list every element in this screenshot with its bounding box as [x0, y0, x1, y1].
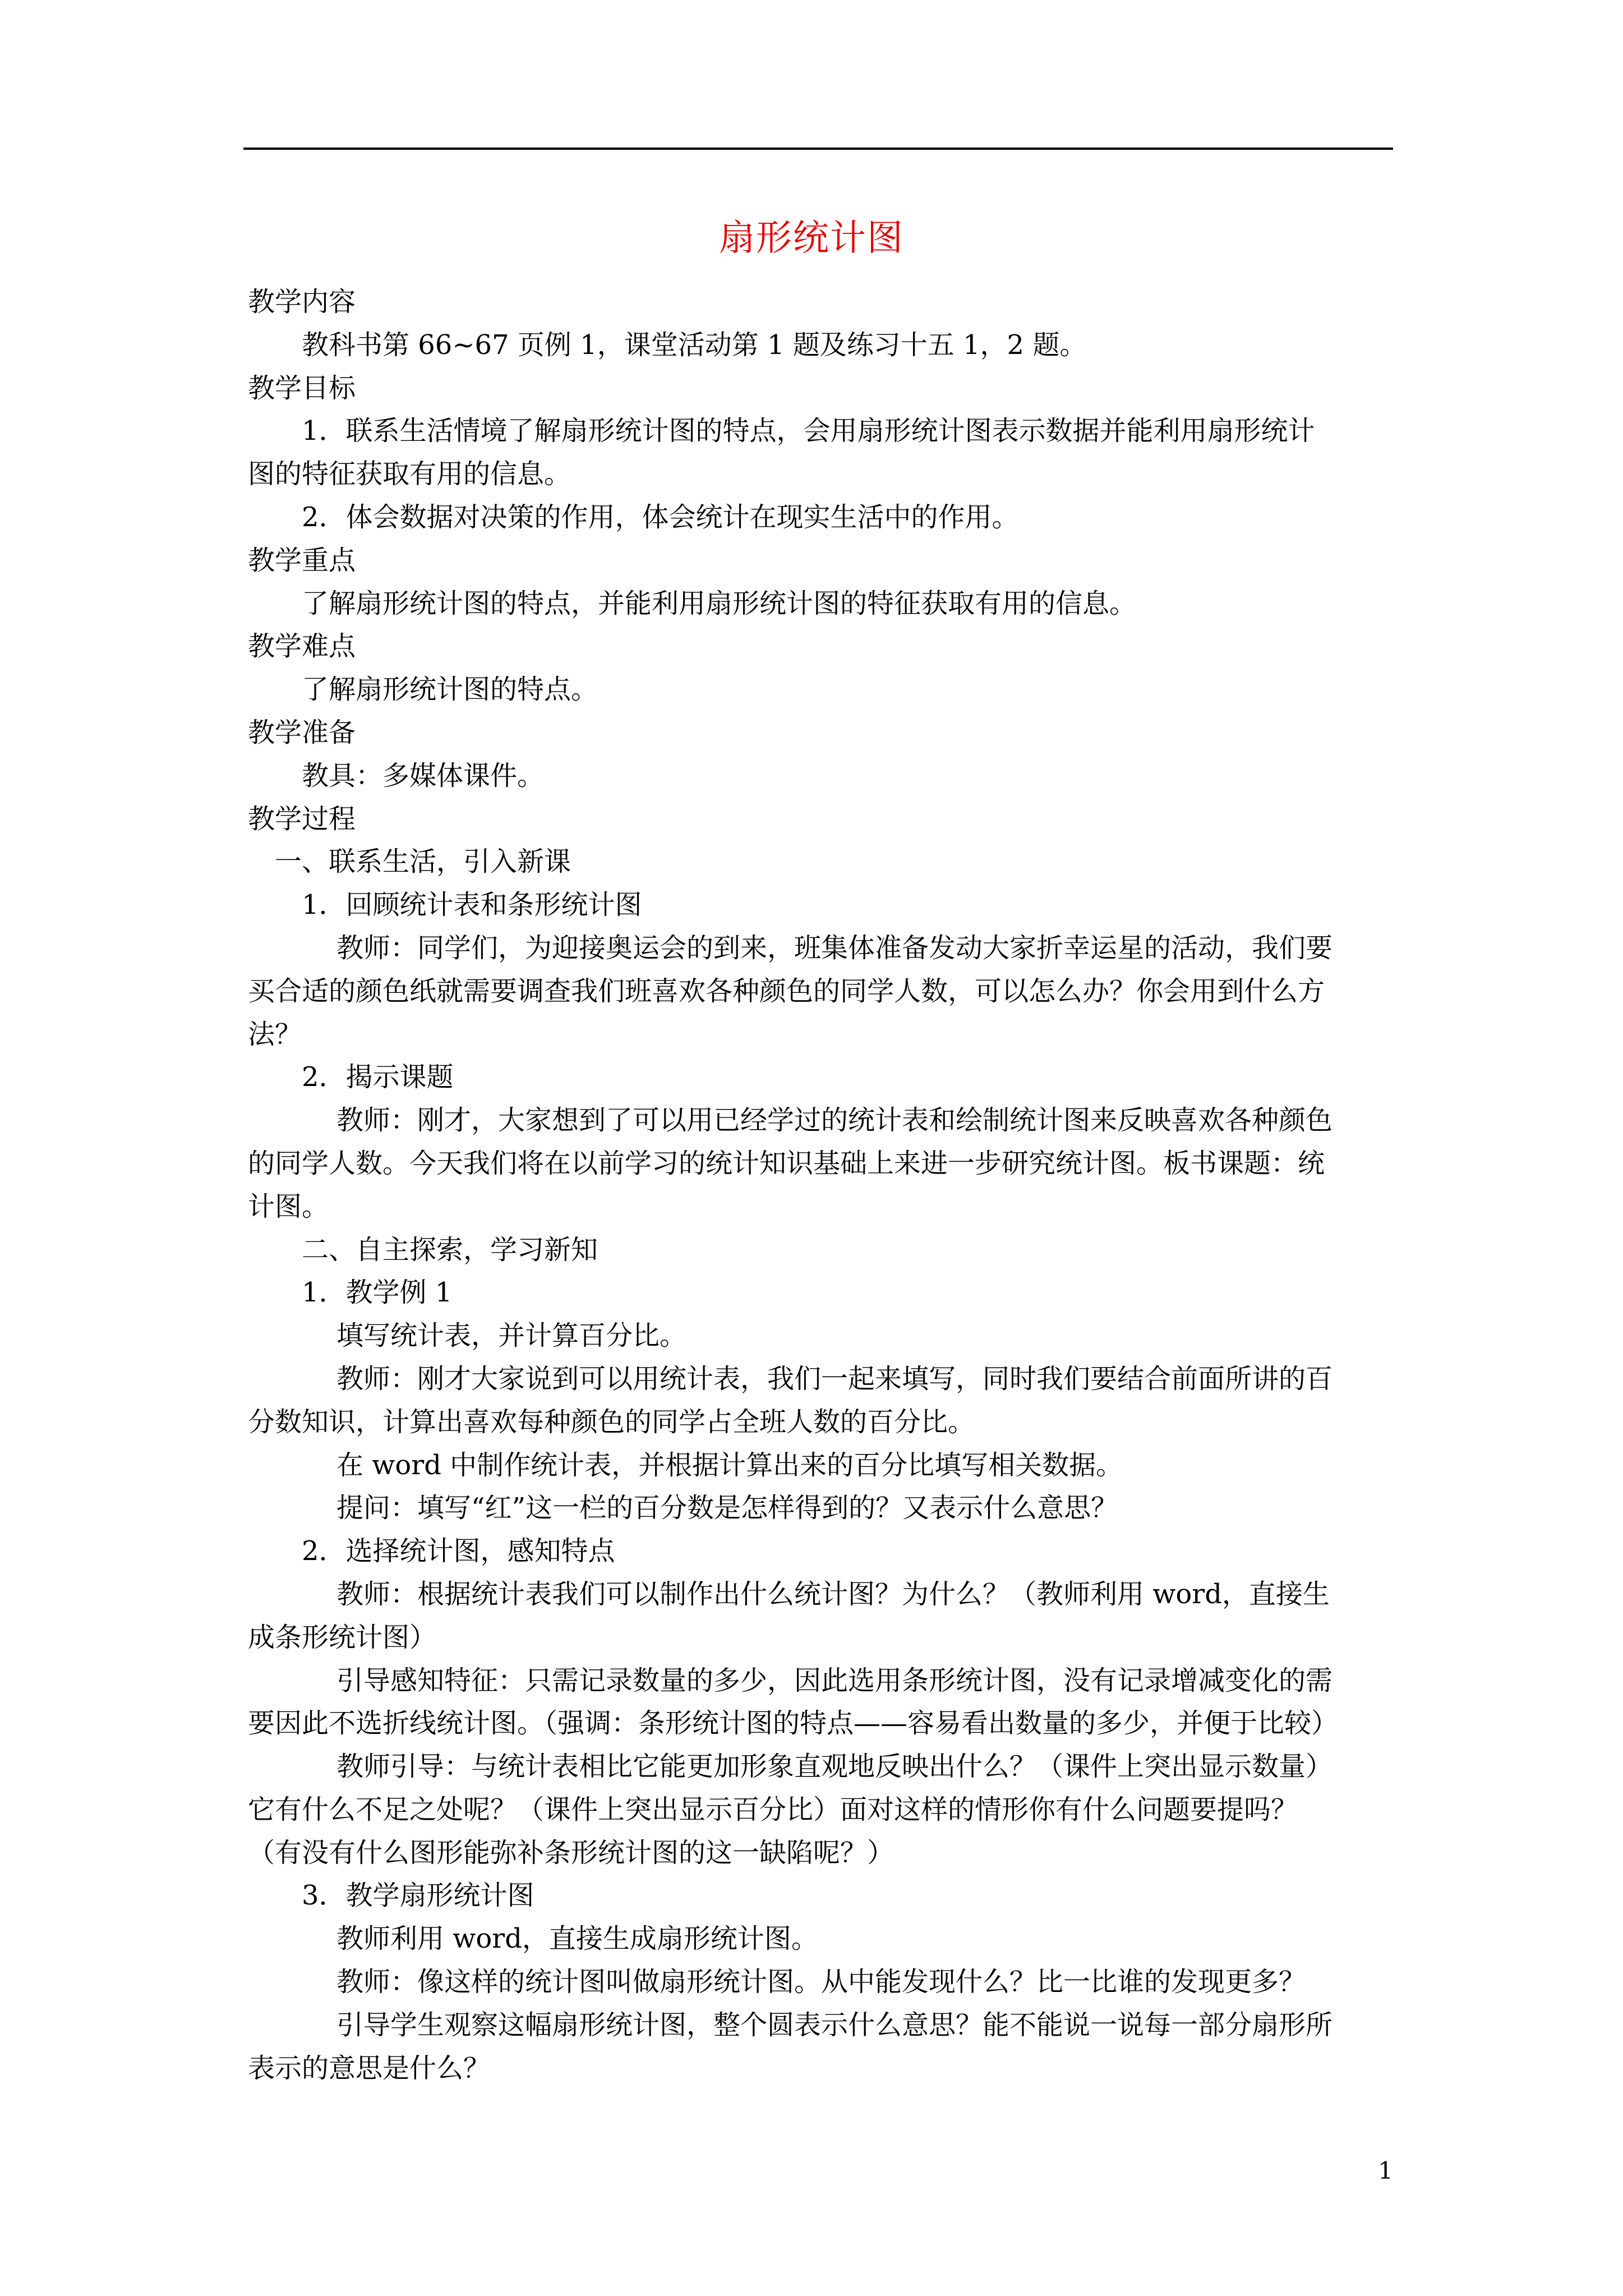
text-line: 教师：刚才，大家想到了可以用已经学过的统计表和绘制统计图来反映喜欢各种颜色: [336, 1105, 1333, 1137]
text-line: 了解扇形统计图的特点。: [302, 674, 598, 706]
text-line: 教师利用 word，直接生成扇形统计图。: [336, 1923, 818, 1955]
text-line: 引导感知特征：只需记录数量的多少，因此选用条形统计图，没有记录增减变化的需: [336, 1664, 1333, 1696]
text-line: 它有什么不足之处呢？（课件上突出显示百分比）面对这样的情形你有什么问题要提吗？: [248, 1793, 1298, 1825]
text-line: 1．教学例 1: [302, 1277, 453, 1309]
text-line: 买合适的颜色纸就需要调查我们班喜欢各种颜色的同学人数，可以怎么办？你会用到什么方: [248, 975, 1325, 1007]
text-line: 一、联系生活，引入新课: [275, 846, 571, 878]
text-line: 2．选择统计图，感知特点: [302, 1535, 615, 1567]
text-line: 二、自主探索，学习新知: [302, 1234, 598, 1266]
text-line: 2．揭示课题: [302, 1061, 454, 1093]
text-line: 教具：多媒体课件。: [302, 760, 545, 792]
text-line: 图的特征获取有用的信息。: [248, 458, 571, 490]
text-line: 教师：同学们，为迎接奥运会的到来，班集体准备发动大家折幸运星的活动，我们要: [336, 932, 1333, 964]
text-line: 计图。: [248, 1190, 329, 1222]
text-line: 3．教学扇形统计图: [302, 1880, 534, 1912]
text-line: 成条形统计图）: [248, 1621, 437, 1653]
text-line: 1．回顾统计表和条形统计图: [302, 889, 642, 921]
text-line: 1．联系生活情境了解扇形统计图的特点，会用扇形统计图表示数据并能利用扇形统计: [302, 415, 1315, 447]
text-line: 填写统计表，并计算百分比。: [336, 1320, 687, 1352]
text-line: 教师引导：与统计表相比它能更加形象直观地反映出什么？（课件上突出显示数量）: [336, 1751, 1333, 1783]
text-line: 教学准备: [248, 716, 356, 748]
text-line: 法？: [248, 1018, 302, 1050]
text-line: 教学内容: [248, 286, 356, 318]
text-line: 教师：根据统计表我们可以制作出什么统计图？为什么？（教师利用 word，直接生: [336, 1578, 1330, 1610]
text-line: 教学重点: [248, 544, 356, 576]
text-line: 提问：填写“红”这一栏的百分数是怎样得到的？又表示什么意思？: [336, 1492, 1118, 1524]
page-number: 1: [1378, 2157, 1393, 2184]
text-line: 2．体会数据对决策的作用，体会统计在现实生活中的作用。: [302, 501, 1019, 533]
text-line: 表示的意思是什么？: [248, 2052, 491, 2084]
text-line: 教师：像这样的统计图叫做扇形统计图。从中能发现什么？比一比谁的发现更多？: [336, 1966, 1306, 1998]
text-line: 要因此不选折线统计图。（强调：条形统计图的特点——容易看出数量的多少，并便于比较）: [248, 1708, 1339, 1740]
text-line: 教学过程: [248, 803, 356, 835]
text-line: 教学目标: [248, 372, 356, 404]
text-line: 教师：刚才大家说到可以用统计表，我们一起来填写，同时我们要结合前面所讲的百: [336, 1363, 1333, 1395]
text-line: 引导学生观察这幅扇形统计图，整个圆表示什么意思？能不能说一说每一部分扇形所: [336, 2009, 1333, 2041]
text-line: 教科书第 66~67 页例 1，课堂活动第 1 题及练习十五 1，2 题。: [302, 329, 1087, 361]
text-line: 教学难点: [248, 631, 356, 662]
text-line: （有没有什么图形能弥补条形统计图的这一缺陷呢？）: [248, 1837, 895, 1869]
header-rule: [243, 148, 1393, 150]
text-line: 在 word 中制作统计表，并根据计算出来的百分比填写相关数据。: [336, 1449, 1123, 1481]
document-title: 扇形统计图: [719, 218, 904, 259]
text-line: 分数知识，计算出喜欢每种颜色的同学占全班人数的百分比。: [248, 1406, 975, 1438]
text-line: 了解扇形统计图的特点，并能利用扇形统计图的特征获取有用的信息。: [302, 587, 1137, 619]
document-body: [248, 280, 1395, 2090]
text-line: 的同学人数。今天我们将在以前学习的统计知识基础上来进一步研究统计图。板书课题：统: [248, 1147, 1325, 1179]
